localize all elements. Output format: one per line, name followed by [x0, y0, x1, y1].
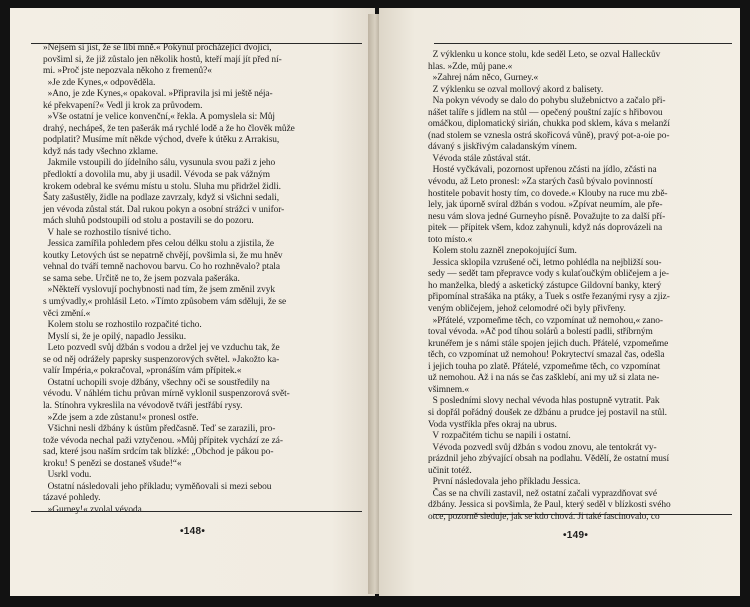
- text-line: »Zahrej nám něco, Gurney.«: [428, 73, 539, 84]
- text-line: už nemohou. Až i na nás se čas zašklebí, ani my už si zlata ne-: [428, 373, 660, 384]
- text-line: Jessica sklopila vzrušené oči, letmo pohlédla na nejbližší sou-: [428, 257, 662, 268]
- text-line: Leto pozvedl svůj džbán s vodou a držel jej ve vzduchu tak, že: [43, 343, 280, 354]
- text-line: i jejich touha po zlatě. Přátelé, vzpomeňme těch, co vzpomínat: [428, 361, 661, 372]
- page-number-right: •149•: [563, 530, 589, 541]
- text-line: krokem odebral ke svému místu u stolu. Sluha mu přidržel židli.: [43, 181, 281, 192]
- text-line: toval vévoda. »Ač pod tíhou solárů a bolestí padli, stříbrným: [428, 327, 653, 338]
- text-line: všimnem.«: [428, 384, 469, 395]
- text-line: tázavé pohledy.: [43, 493, 101, 504]
- text-line: jen vévoda zůstal stát. Dal rukou pokyn a osobní strážci v unifor-: [43, 204, 285, 215]
- text-line: »Vše ostatní je velice konvenční,« řekla. A pomyslela si: Můj: [43, 112, 275, 123]
- text-line: hostitele pobavit hosty tím, co dovede.« Klouby na ruce mu zbě-: [428, 188, 668, 199]
- text-line: krunéřem je s námi stále spojen jejich duch. Přátelé, vzpomeňme: [428, 338, 669, 349]
- text-line: pitek — přípitek všem, kdoz zahynuli, když nás doprovázeli na: [428, 223, 663, 234]
- text-line: mách sluhů podstoupili od stolu a postavili se do pozoru.: [43, 216, 254, 227]
- text-line: Všichni nesli džbány k ústům předčasně. Teď se zarazili, pro-: [43, 424, 276, 435]
- text-line: Jakmile vstoupili do jídelního sálu, vysunula svou paži z jeho: [43, 158, 276, 169]
- text-line: se sama sebe. Určitě ne to, že jsem pozvala pašeráka.: [43, 273, 240, 284]
- text-line: nesu vám slova jedné Gurneyho písně. Považujte to za další pří-: [428, 211, 666, 222]
- top-rule: [434, 43, 732, 44]
- bottom-rule: [31, 511, 362, 512]
- text-line: se od něj odrážely paprsky suspenzorových světel. »Jakožto ka-: [43, 354, 280, 365]
- text-line: otce, pozorně sleduje, jak se kdo chová. Ji také fascinovalo, co: [428, 511, 660, 522]
- text-line: s umývadly,« prohlásil Leto. »Tímto způsobem vám sděluji, že se: [43, 297, 287, 308]
- text-line: tože vévoda nechal paži vztyčenou. »Můj přípitek vychází ze zá-: [43, 435, 283, 446]
- text-line: toto místo.«: [428, 234, 473, 245]
- text-line: předloktí a dovolila mu, aby ji usadil. Vévoda se pak vážným: [43, 170, 270, 181]
- right-page-text: [428, 50, 733, 523]
- text-line: Hosté vyčkávali, pozornost upřenou zčásti na jídlo, zčásti na: [428, 165, 657, 176]
- text-line: Kolem stolu zazněl znepokojující šum.: [428, 246, 577, 257]
- text-line: (nad stolem se vznesla ostrá skořicová vůně), pravý pot-a-oie po-: [428, 130, 670, 141]
- text-line: sad, které jsou naším srdcím tak blízké: „Obchod je pákou po-: [43, 447, 274, 458]
- text-line: učinit totéž.: [428, 465, 472, 476]
- text-line: vévodu, až Leto pronesl: »Za starých časů bývalo povinností: [428, 177, 653, 188]
- text-line: »Zde jsem a zde zůstanu!« pronesl ostře.: [43, 412, 199, 423]
- text-line: »Je zde Kynes,« odpověděla.: [43, 77, 156, 88]
- text-line: džbány. Jessica si povšimla, že Paul, který seděl v blízkosti svého: [428, 500, 671, 511]
- text-line: Z výklenku u konce stolu, kde seděl Leto, se ozval Halleckův: [428, 50, 661, 60]
- text-line: podplatit? Musíme mít někde východ, dveře k útěku z Arrakisu,: [43, 135, 280, 146]
- text-line: vévodu. V náhlém tichu průvan mírně vyklonil suspenzorová svět-: [43, 389, 290, 400]
- text-line: dávaný s jiskřivým caladanským vínem.: [428, 142, 577, 153]
- text-line: koutky Letových úst se nepatrně chvějí, povšimla si, že mu hněv: [43, 250, 283, 261]
- text-line: Voda vystříkla přes okraj na ubrus.: [428, 419, 557, 430]
- text-line: Čas se na chvíli zastavil, než ostatní začali vyprazdňovat své: [428, 488, 658, 499]
- text-line: Usrkl vodu.: [43, 470, 92, 481]
- text-line: Kolem stolu se rozhostilo rozpačité ticho.: [43, 320, 202, 331]
- text-line: sedy — sedět tam přepravce vody s kulaťoučkým obličejem a je-: [428, 269, 669, 280]
- text-line: Vévoda stále zůstával stát.: [428, 153, 531, 164]
- text-line: Myslí si, že je opilý, napadlo Jessiku.: [43, 331, 186, 342]
- text-line: ké překvapení?« Vedl ji krok za průvodem.: [43, 100, 203, 111]
- text-line: mi. »Proč jste nepozvala někoho z fremenů?«: [43, 66, 212, 77]
- text-line: když nás tady všechno zklame.: [43, 146, 158, 157]
- text-line: prázdnil jeho zbývající obsah na podlahu. Vědělí, že ostatní musí: [428, 454, 670, 465]
- text-line: Ostatní uchopili svoje džbány, všechny oči se soustředily na: [43, 377, 270, 388]
- text-line: veným obličejem, jehož celomodré oči byly přivřeny.: [428, 304, 626, 315]
- text-line: nášet talíře s jídlem na stůl — opečený pouštní zajíc s hřibovou: [428, 107, 663, 118]
- text-line: valír Impéria,« pokračoval, »pronáším vám přípitek.«: [43, 366, 242, 377]
- left-page: [10, 8, 375, 596]
- left-page-text: [43, 43, 367, 516]
- text-line: S posledními slovy nechal vévoda hlas postupně vytratit. Pak: [428, 396, 660, 407]
- text-line: V hale se rozhostilo tísnivé ticho.: [43, 227, 171, 238]
- text-line: V rozpačitém tichu se napili i ostatní.: [428, 431, 571, 442]
- text-line: lely, jak úporně svíral džbán s vodou. »Zpívat neumím, ale pře-: [428, 200, 663, 211]
- text-line: hlas. »Zde, můj pane.«: [428, 61, 513, 72]
- text-line: První následovala jeho příkladu Jessica.: [428, 477, 581, 488]
- text-line: připomínal strašáka na ptáky, a Tuek s ostře řezanými rysy a zjiz-: [428, 292, 670, 303]
- text-line: »Gurney!« zvolal vévoda.: [43, 504, 145, 515]
- text-line: »Nejsem si jist, že se líbí mně.« Pokynul procházející dvojici,: [43, 43, 272, 53]
- text-line: povšiml si, že již zůstalo jen několik hostů, kteří mají jít před ní-: [43, 54, 282, 65]
- text-line: vehnal do tváří temně nachovou barvu. Co ho rozhněvalo? ptala: [43, 262, 280, 273]
- text-line: Vévoda pozvedl svůj džbán s vodou znovu, ale tentokrát vy-: [428, 442, 657, 453]
- text-line: Jessica zamířila pohledem přes celou délku stolu a zjistila, že: [43, 239, 275, 250]
- text-line: věci změní.«: [43, 308, 91, 319]
- text-line: si dopřál pořádný doušek ze džbánu a prudce jej postavil na stůl.: [428, 407, 667, 418]
- text-line: drahý, nechápeš, že ten pašerák má rychlé lodě a že ho člověk může: [43, 123, 295, 134]
- text-line: »Ano, je zde Kynes,« opakoval. »Připravila jsi mi ještě néja-: [43, 89, 273, 100]
- text-line: »Přátelé, vzpomeňme těch, co vzpomínat už nemohou,« zano-: [428, 315, 663, 326]
- text-line: těch, co vzpomínat už nemohou! Pokrytectví smazal čas, odešla: [428, 350, 665, 361]
- page-number-left: •148•: [180, 526, 206, 537]
- text-line: omáčkou, diplomatický sirián, chukka pod sklem, káva s melanží: [428, 119, 670, 130]
- bottom-rule: [434, 514, 732, 515]
- text-line: Šaty zašustěly, židle na podlaze zavrzaly, když si všichni sedali,: [43, 193, 280, 204]
- text-line: Z výklenku se ozval mollový akord z balisety.: [428, 84, 604, 95]
- right-page: [379, 8, 740, 596]
- text-line: »Někteří vyslovují pochybnosti nad tím, že jsem změnil zvyk: [43, 285, 276, 296]
- text-line: kroku! S penězi se dostaneš všude!“«: [43, 458, 182, 469]
- text-line: Ostatní následovali jeho příkladu; vyměňovali si mezi sebou: [43, 481, 272, 492]
- text-line: la. Stínohra vykreslila na vévodově tváři jestřábí rysy.: [43, 400, 243, 411]
- text-line: Na pokyn vévody se dalo do pohybu služebnictvo a začalo při-: [428, 96, 666, 107]
- text-line: ho manželka, bledý a asketický zástupce Gildovní banky, který: [428, 280, 662, 291]
